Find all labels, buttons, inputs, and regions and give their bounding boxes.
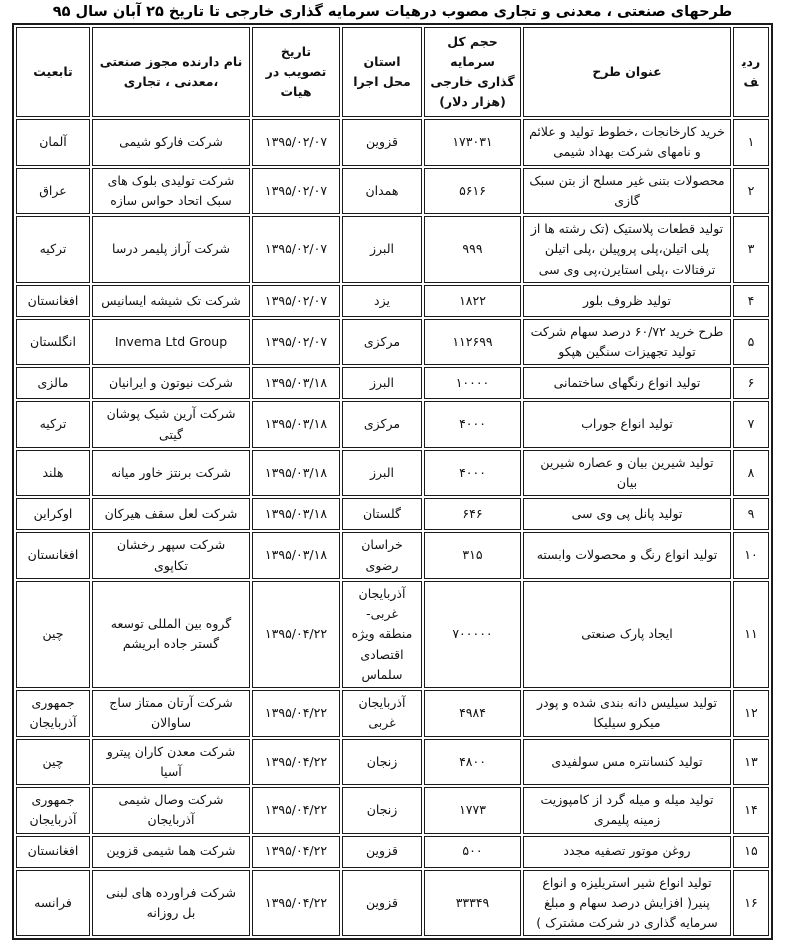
cell-row-no: ۱۶ bbox=[733, 870, 769, 937]
table-row bbox=[16, 836, 769, 868]
cell-project-title: تولید انواع رنگهای ساختمانی bbox=[523, 367, 731, 399]
cell-approval-date: ۱۳۹۵/۰۳/۱۸ bbox=[252, 367, 340, 399]
cell-province: قزوین bbox=[342, 119, 422, 166]
cell-nationality: ترکیه bbox=[16, 401, 90, 448]
cell-row-no: ۱۵ bbox=[733, 836, 769, 868]
cell-license-holder: شرکت وصال شیمی آذربایجان bbox=[92, 787, 250, 834]
cell-license-holder: گروه بین المللی توسعه گستر جاده ابریشم bbox=[92, 581, 250, 688]
table-row bbox=[16, 119, 769, 166]
cell-approval-date: ۱۳۹۵/۰۲/۰۷ bbox=[252, 319, 340, 366]
cell-nationality: چین bbox=[16, 739, 90, 786]
table-row bbox=[16, 285, 769, 317]
header-row-no: ردیف bbox=[733, 27, 769, 117]
table-row bbox=[16, 450, 769, 497]
cell-row-no: ۱۱ bbox=[733, 581, 769, 688]
cell-project-title: روغن موتور تصفیه مجدد bbox=[523, 836, 731, 868]
projects-table bbox=[12, 23, 773, 940]
cell-license-holder: شرکت آرین شیک پوشان گیتی bbox=[92, 401, 250, 448]
cell-nationality: افغانستان bbox=[16, 836, 90, 868]
cell-province: البرز bbox=[342, 216, 422, 283]
cell-province: مرکزی bbox=[342, 401, 422, 448]
cell-nationality: جمهوری آذربایجان bbox=[16, 787, 90, 834]
cell-approval-date: ۱۳۹۵/۰۴/۲۲ bbox=[252, 581, 340, 688]
cell-investment-amount: ۱۱۲۶۹۹ bbox=[424, 319, 521, 366]
cell-license-holder: شرکت برنتز خاور میانه bbox=[92, 450, 250, 497]
cell-investment-amount: ۳۱۵ bbox=[424, 532, 521, 579]
cell-row-no: ۱۲ bbox=[733, 690, 769, 737]
cell-approval-date: ۱۳۹۵/۰۴/۲۲ bbox=[252, 739, 340, 786]
cell-investment-amount: ۱۸۲۲ bbox=[424, 285, 521, 317]
cell-row-no: ۱۴ bbox=[733, 787, 769, 834]
cell-approval-date: ۱۳۹۵/۰۴/۲۲ bbox=[252, 836, 340, 868]
table-row bbox=[16, 870, 769, 937]
cell-row-no: ۱۳ bbox=[733, 739, 769, 786]
cell-approval-date: ۱۳۹۵/۰۳/۱۸ bbox=[252, 450, 340, 497]
cell-nationality: هلند bbox=[16, 450, 90, 497]
table-row bbox=[16, 367, 769, 399]
cell-row-no: ۳ bbox=[733, 216, 769, 283]
cell-approval-date: ۱۳۹۵/۰۲/۰۷ bbox=[252, 119, 340, 166]
cell-approval-date: ۱۳۹۵/۰۲/۰۷ bbox=[252, 216, 340, 283]
cell-investment-amount: ۷۰۰۰۰۰ bbox=[424, 581, 521, 688]
cell-province: زنجان bbox=[342, 787, 422, 834]
cell-license-holder: شرکت نیوتون و ایرانیان bbox=[92, 367, 250, 399]
cell-project-title: خرید کارخانجات ،خطوط تولید و علائم و نامهای شرکت بهداد شیمی bbox=[523, 119, 731, 166]
header-license-holder: نام دارنده مجوز صنعتی ،معدنی ، تجاری bbox=[92, 27, 250, 117]
cell-province: یزد bbox=[342, 285, 422, 317]
table-row bbox=[16, 581, 769, 688]
cell-approval-date: ۱۳۹۵/۰۳/۱۸ bbox=[252, 532, 340, 579]
cell-nationality: چین bbox=[16, 581, 90, 688]
cell-nationality: انگلستان bbox=[16, 319, 90, 366]
cell-nationality: مالزی bbox=[16, 367, 90, 399]
table-row bbox=[16, 498, 769, 530]
cell-nationality: افغانستان bbox=[16, 532, 90, 579]
cell-project-title: تولید ظروف بلور bbox=[523, 285, 731, 317]
cell-project-title: تولید انواع رنگ و محصولات وابسته bbox=[523, 532, 731, 579]
cell-province: همدان bbox=[342, 168, 422, 215]
cell-project-title: تولید میله و میله گرد از کامپوزیت زمینه پلیمری bbox=[523, 787, 731, 834]
cell-nationality: افغانستان bbox=[16, 285, 90, 317]
cell-investment-amount: ۱۰۰۰۰ bbox=[424, 367, 521, 399]
cell-row-no: ۱۰ bbox=[733, 532, 769, 579]
cell-nationality: ترکیه bbox=[16, 216, 90, 283]
header-project-title: عنوان طرح bbox=[523, 27, 731, 117]
header-approval-date: تاریخ تصویب در هیات bbox=[252, 27, 340, 117]
header-province: استان محل اجرا bbox=[342, 27, 422, 117]
table-row bbox=[16, 216, 769, 283]
cell-row-no: ۷ bbox=[733, 401, 769, 448]
cell-row-no: ۹ bbox=[733, 498, 769, 530]
cell-nationality: اوکراین bbox=[16, 498, 90, 530]
cell-province: البرز bbox=[342, 367, 422, 399]
table-row bbox=[16, 787, 769, 834]
table-row bbox=[16, 168, 769, 215]
cell-license-holder: شرکت آراز پلیمر درسا bbox=[92, 216, 250, 283]
cell-row-no: ۶ bbox=[733, 367, 769, 399]
table-row bbox=[16, 401, 769, 448]
cell-project-title: ایجاد پارک صنعتی bbox=[523, 581, 731, 688]
cell-province: قزوین bbox=[342, 836, 422, 868]
cell-province: خراسان رضوی bbox=[342, 532, 422, 579]
cell-project-title: تولید پانل پی وی سی bbox=[523, 498, 731, 530]
table-row bbox=[16, 319, 769, 366]
cell-investment-amount: ۱۷۷۳ bbox=[424, 787, 521, 834]
cell-approval-date: ۱۳۹۵/۰۳/۱۸ bbox=[252, 498, 340, 530]
cell-license-holder: شرکت هما شیمی قزوین bbox=[92, 836, 250, 868]
cell-investment-amount: ۴۰۰۰ bbox=[424, 401, 521, 448]
cell-investment-amount: ۳۳۳۴۹ bbox=[424, 870, 521, 937]
cell-province: مرکزی bbox=[342, 319, 422, 366]
table-body bbox=[16, 119, 769, 936]
cell-investment-amount: ۹۹۹ bbox=[424, 216, 521, 283]
cell-project-title: تولید شیرین بیان و عصاره شیرین بیان bbox=[523, 450, 731, 497]
cell-project-title: تولید انواع شیر استریلیزه و انواع پنیر( افزایش درصد سهام و مبلغ سرمایه گذاری در شرکت مشترک ) bbox=[523, 870, 731, 937]
table-row bbox=[16, 532, 769, 579]
cell-row-no: ۴ bbox=[733, 285, 769, 317]
cell-approval-date: ۱۳۹۵/۰۲/۰۷ bbox=[252, 168, 340, 215]
cell-investment-amount: ۵۰۰ bbox=[424, 836, 521, 868]
cell-approval-date: ۱۳۹۵/۰۳/۱۸ bbox=[252, 401, 340, 448]
cell-license-holder: Invema Ltd Group bbox=[92, 319, 250, 366]
cell-project-title: طرح خرید ۶۰/۷۲ درصد سهام شرکت تولید تجهیزات سنگین هپکو bbox=[523, 319, 731, 366]
header-investment: حجم کل سرمایه گذاری خارجی (هزار دلار) bbox=[424, 27, 521, 117]
cell-row-no: ۲ bbox=[733, 168, 769, 215]
cell-approval-date: ۱۳۹۵/۰۴/۲۲ bbox=[252, 690, 340, 737]
page-title: طرحهای صنعتی ، معدنی و تجاری مصوب درهیات سرمایه گذاری خارجی تا تاریخ ۲۵ آبان سال ۹۵ bbox=[52, 4, 733, 20]
table-row bbox=[16, 690, 769, 737]
header-nationality: تابعیت bbox=[16, 27, 90, 117]
cell-nationality: جمهوری آذربایجان bbox=[16, 690, 90, 737]
cell-project-title: تولید کنسانتره مس سولفیدی bbox=[523, 739, 731, 786]
cell-license-holder: شرکت آرتان ممتاز ساج ساوالان bbox=[92, 690, 250, 737]
cell-investment-amount: ۶۴۶ bbox=[424, 498, 521, 530]
cell-project-title: تولید سیلیس دانه بندی شده و پودر میکرو سیلیکا bbox=[523, 690, 731, 737]
cell-nationality: عراق bbox=[16, 168, 90, 215]
cell-investment-amount: ۴۹۸۴ bbox=[424, 690, 521, 737]
cell-license-holder: شرکت لعل سقف هیرکان bbox=[92, 498, 250, 530]
cell-project-title: تولید قطعات پلاستیک (تک رشته ها از پلی اتیلن،پلی پروپیلن ،پلی اتیلن ترفتالات ،پلی استایرن،پی وی سی bbox=[523, 216, 731, 283]
cell-project-title: تولید انواع جوراب bbox=[523, 401, 731, 448]
cell-license-holder: شرکت فراورده های لبنی بل روزانه bbox=[92, 870, 250, 937]
cell-row-no: ۱ bbox=[733, 119, 769, 166]
cell-license-holder: شرکت معدن کاران پیترو آسیا bbox=[92, 739, 250, 786]
cell-investment-amount: ۴۰۰۰ bbox=[424, 450, 521, 497]
cell-approval-date: ۱۳۹۵/۰۲/۰۷ bbox=[252, 285, 340, 317]
cell-province: آذربایجان غربی bbox=[342, 690, 422, 737]
cell-nationality: فرانسه bbox=[16, 870, 90, 937]
header-row bbox=[16, 27, 769, 117]
cell-province: آذربایجان غربی- منطقه ویژه اقتصادی سلماس bbox=[342, 581, 422, 688]
table-row bbox=[16, 739, 769, 786]
cell-province: قزوین bbox=[342, 870, 422, 937]
cell-province: البرز bbox=[342, 450, 422, 497]
cell-project-title: محصولات بتنی غیر مسلح از بتن سبک گازی bbox=[523, 168, 731, 215]
cell-row-no: ۸ bbox=[733, 450, 769, 497]
cell-license-holder: شرکت فارکو شیمی bbox=[92, 119, 250, 166]
cell-approval-date: ۱۳۹۵/۰۴/۲۲ bbox=[252, 870, 340, 937]
cell-province: زنجان bbox=[342, 739, 422, 786]
cell-license-holder: شرکت تولیدی بلوک های سبک اتحاد حواس سازه bbox=[92, 168, 250, 215]
cell-investment-amount: ۵۶۱۶ bbox=[424, 168, 521, 215]
cell-nationality: آلمان bbox=[16, 119, 90, 166]
cell-license-holder: شرکت سپهر رخشان تکاپوی bbox=[92, 532, 250, 579]
cell-license-holder: شرکت تک شیشه ایسانیس bbox=[92, 285, 250, 317]
cell-investment-amount: ۱۷۳۰۳۱ bbox=[424, 119, 521, 166]
cell-row-no: ۵ bbox=[733, 319, 769, 366]
cell-province: گلستان bbox=[342, 498, 422, 530]
cell-investment-amount: ۴۸۰۰ bbox=[424, 739, 521, 786]
cell-approval-date: ۱۳۹۵/۰۴/۲۲ bbox=[252, 787, 340, 834]
table-header bbox=[16, 27, 769, 117]
